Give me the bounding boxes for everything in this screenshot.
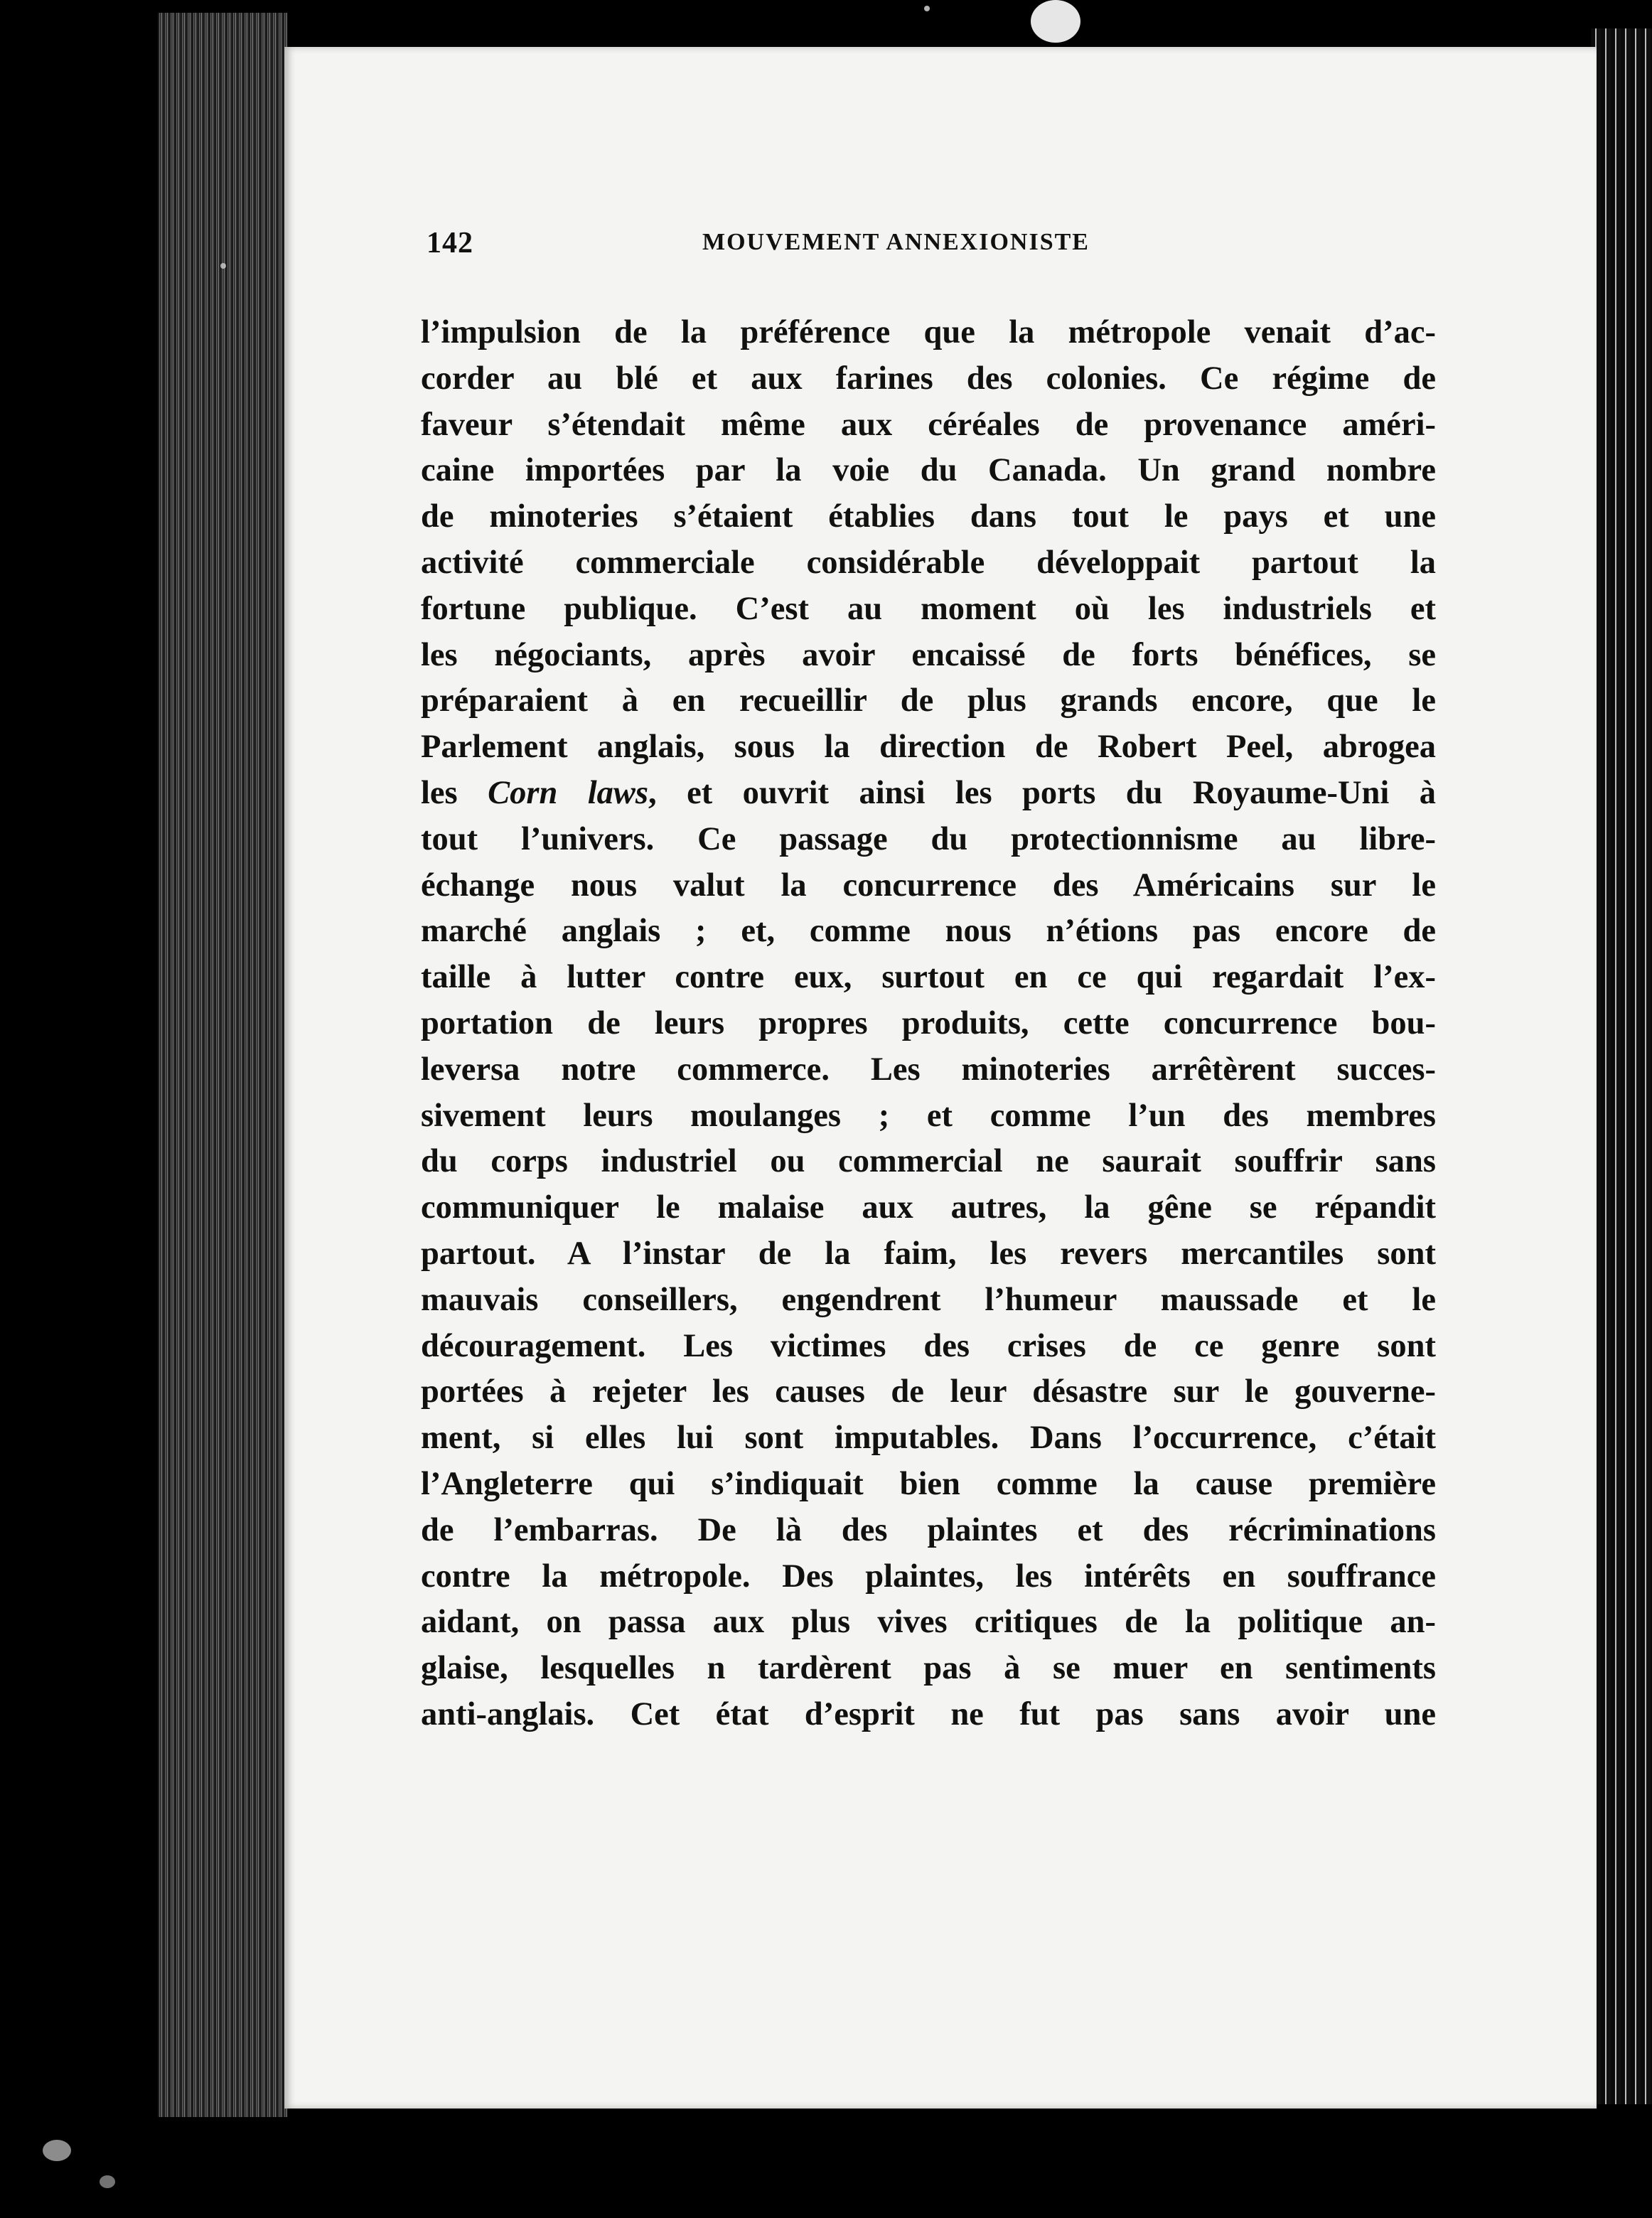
scan-speck <box>43 2140 71 2161</box>
text-line: portation de leurs propres produits, cette concurrence bou- <box>421 1004 1436 1041</box>
text-line: découragement. Les victimes des crises de ce genre sont <box>421 1327 1436 1364</box>
text-line: fortune publique. C’est au moment où les industriels et <box>421 590 1436 627</box>
text-line: l’impulsion de la préférence que la métropole venait d’ac- <box>421 314 1436 350</box>
text-line: leversa notre commerce. Les minoteries arrêtèrent succes- <box>421 1051 1436 1088</box>
text-line: tout l’univers. Ce passage du protectionnisme au libre- <box>421 820 1436 857</box>
text-line: taille à lutter contre eux, surtout en ce qui regardait l’ex- <box>421 959 1436 996</box>
text-line: échange nous valut la concurrence des Américains sur le <box>421 867 1436 904</box>
scan-speck <box>100 2175 115 2188</box>
text-line: l’Angleterre qui s’indiquait bien comme la cause première <box>421 1465 1436 1502</box>
page-header <box>427 226 1436 269</box>
text-line: glaise, lesquelles n tardèrent pas à se muer en sentiments <box>421 1650 1436 1687</box>
scan-speck <box>924 6 930 11</box>
text-line: de l’embarras. De là des plaintes et des récriminations <box>421 1511 1436 1548</box>
text-line: sivement leurs moulanges ; et comme l’un des membres <box>421 1097 1436 1134</box>
text-line: contre la métropole. Des plaintes, les intérêts en souffrance <box>421 1558 1436 1595</box>
text-line: ment, si elles lui sont imputables. Dans l’occurrence, c’était <box>421 1420 1436 1457</box>
text-line: anti-anglais. Cet état d’esprit ne fut pas sans avoir une <box>421 1695 1436 1732</box>
scan-speck <box>220 263 226 269</box>
page-number: 142 <box>427 227 473 259</box>
text-line: portées à rejeter les causes de leur désastre sur le gouverne- <box>421 1373 1436 1410</box>
text-line: partout. A l’instar de la faim, les revers mercantiles sont <box>421 1235 1436 1272</box>
text-line: corder au blé et aux farines des colonies. Ce régime de <box>421 360 1436 397</box>
text-line: mauvais conseillers, engendrent l’humeur maussade et le <box>421 1281 1436 1318</box>
text-line: activité commerciale considérable développait partout la <box>421 544 1436 581</box>
text-line: Parlement anglais, sous la direction de Robert Peel, abrogea <box>421 729 1436 766</box>
text-line: les négociants, après avoir encaissé de forts bénéfices, se <box>421 636 1436 673</box>
text-segment: les <box>421 774 488 811</box>
text-line: préparaient à en recueillir de plus grands encore, que le <box>421 682 1436 719</box>
body-text <box>421 310 1436 1738</box>
book-page-edges-left <box>158 13 287 2117</box>
text-line: du corps industriel ou commercial ne saurait souffrir sans <box>421 1143 1436 1180</box>
text-segment: , et ouvrit ainsi les ports du Royaume-Uni à <box>648 774 1436 811</box>
running-title: MOUVEMENT ANNEXIONISTE <box>702 229 1090 255</box>
text-line: de minoteries s’étaient établies dans tout le pays et une <box>421 498 1436 535</box>
text-line: aidant, on passa aux plus vives critiques de la politique an- <box>421 1604 1436 1641</box>
text-line: faveur s’étendait même aux céréales de provenance améri- <box>421 406 1436 443</box>
text-line: caine importées par la voie du Canada. Un grand nombre <box>421 452 1436 489</box>
book-page-edges-right <box>1591 28 1652 2104</box>
text-line: marché anglais ; et, comme nous n’étions pas encore de <box>421 913 1436 950</box>
text-line <box>421 771 1436 817</box>
scan-speck <box>1031 0 1080 43</box>
italic-term: Corn laws <box>488 774 649 811</box>
text-line: communiquer le malaise aux autres, la gêne se répandit <box>421 1189 1436 1226</box>
